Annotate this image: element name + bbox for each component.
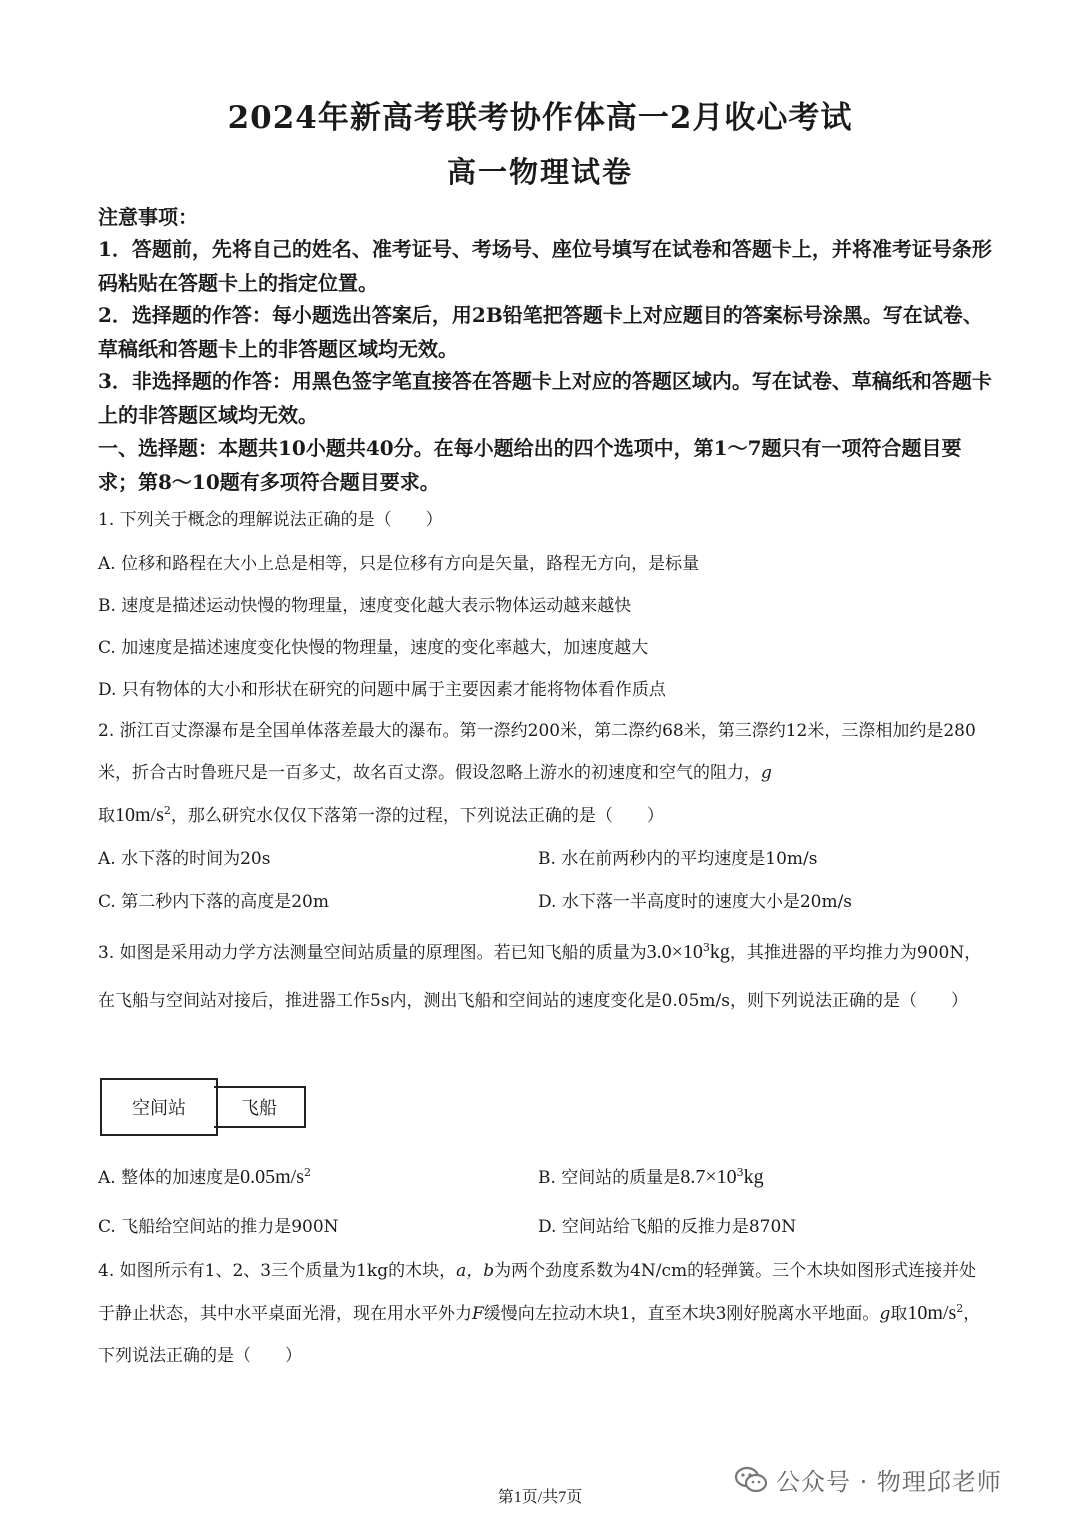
wechat-watermark [734, 1462, 1002, 1497]
q2-g-symbol: g [761, 763, 772, 783]
q3-option-b-unit: kg [743, 1166, 764, 1188]
q2-option-d: D. 水下落一半高度时的速度大小是20m/s [538, 892, 853, 912]
notice-item-1: 1．答题前，先将自己的姓名、准考证号、考场号、座位号填写在试卷和答题卡上，并将准考证号条形码粘贴在答题卡上的指定位置。 [98, 237, 992, 295]
q4-stem [98, 1250, 982, 1377]
notice-item-2: 2．选择题的作答：每小题选出答案后，用2B铅笔把答题卡上对应题目的答案标号涂黑。写在试卷、草稿纸和答题卡上的非答题区域均无效。 [98, 303, 983, 361]
q3-option-b-text: B. 空间站的质量是 [538, 1168, 681, 1188]
q3-stem-text: 3. 如图是采用动力学方法测量空间站质量的原理图。若已知飞船的质量为 [98, 943, 647, 963]
q2-stem-tail: ，那么研究水仅仅下落第一漈的过程，下列说法正确的是（ ） [170, 806, 664, 826]
q4-spring-symbols: a，b [456, 1261, 495, 1281]
q1-option-b: B. 速度是描述运动快慢的物理量，速度变化越大表示物体运动越来越快 [98, 596, 632, 616]
q3-stem-tail: ，其推进器的平均推力为900N，在飞船与空间站对接后，推进器工作5s内，测出飞船和空间站的速度变化是0.05m/s，则下列说法正确的是（ ） [98, 943, 982, 1011]
q2-option-b: B. 水在前两秒内的平均速度是10m/s [538, 849, 818, 869]
q4-g-symbol: g [879, 1304, 891, 1324]
q3-option-b-exponent: 3 [736, 1166, 744, 1179]
q2-g-exponent: 2 [163, 804, 171, 817]
q3-option-c: C. 飞船给空间站的推力是900N [98, 1217, 339, 1237]
q3-option-d: D. 空间站给飞船的反推力是870N [538, 1217, 797, 1237]
diagram-space-station-box [100, 1078, 218, 1136]
q1-stem: 1. 下列关于概念的理解说法正确的是（ ） [98, 510, 443, 530]
wechat-icon [734, 1465, 768, 1495]
q2-stem [98, 710, 982, 837]
q4-stem-text-3: 缓慢向左拉动木块1，直至木块3刚好脱离水平地面。 [483, 1304, 880, 1324]
q4-stem-take: 取 [890, 1304, 908, 1324]
q4-stem-text: 4. 如图所示有1、2、3三个质量为1kg的木块， [98, 1261, 457, 1281]
q3-ship-mass: 3.0×10 [646, 941, 703, 963]
q3-option-a-text: A. 整体的加速度是 [98, 1168, 241, 1188]
q3-option-a-exponent: 2 [304, 1166, 311, 1179]
q2-stem-take: 取 [98, 806, 115, 826]
q1-option-c: C. 加速度是描述速度变化快慢的物理量，速度的变化率越大，加速度越大 [98, 638, 649, 658]
q2-option-c: C. 第二秒内下落的高度是20m [98, 892, 329, 912]
q3-option-b [538, 1165, 764, 1190]
q1-option-d: D. 只有物体的大小和形状在研究的问题中属于主要因素才能将物体看作质点 [98, 680, 666, 700]
diagram-space-station-label: 空间站 [132, 1098, 186, 1119]
q2-stem-text: 2. 浙江百丈漈瀑布是全国单体落差最大的瀑布。第一漈约200米，第二漈约68米，第三漈约12米，三漈相加约是280米，折合古时鲁班尺是一百多丈，故名百丈漈。假设忽略上游水的初速度和空气的阻力， [98, 721, 976, 783]
section-heading: 一、选择题：本题共10小题共40分。在每小题给出的四个选项中，第1～7题只有一项符合题目要求；第8～10题有多项符合题目要求。 [98, 436, 962, 494]
q4-stem-tail: ，下列说法正确的是（ ） [98, 1304, 981, 1366]
notice-heading: 注意事项： [98, 205, 198, 229]
q3-mass-exponent: 3 [702, 941, 710, 954]
exam-subtitle: 高一物理试卷 [446, 155, 633, 189]
watermark-text: 公众号 · 物理邱老师 [776, 1468, 1002, 1496]
q4-force-symbol: F [472, 1304, 484, 1324]
q3-option-a-value: 0.05m/s [240, 1166, 304, 1188]
q4-g-value: 10m/s [907, 1302, 957, 1324]
q4-stem-text-2: 为两个劲度系数为4N/cm的轻弹簧。三个木块如图形式连接并处于静止状态，其中水平桌面光滑，现在用水平外力 [98, 1261, 977, 1324]
q3-option-a [98, 1165, 311, 1190]
page-number: 第1页/共7页 [497, 1489, 583, 1506]
notice-item-3: 3．非选择题的作答：用黑色签字笔直接答在答题卡上对应的答题区域内。写在试卷、草稿纸和答题卡上的非答题区域均无效。 [98, 369, 992, 427]
q3-stem [98, 928, 982, 1025]
exam-title: 2024年新高考联考协作体高一2月收心考试 [227, 100, 853, 136]
q4-g-exponent: 2 [956, 1302, 964, 1315]
q2-option-a: A. 水下落的时间为20s [98, 849, 271, 869]
q3-option-b-value: 8.7×10 [680, 1166, 737, 1188]
q3-mass-unit: kg [709, 941, 730, 963]
diagram-spaceship-label: 飞船 [241, 1098, 277, 1119]
q2-g-value: 10m/s [115, 804, 164, 826]
q1-option-a: A. 位移和路程在大小上总是相等，只是位移有方向是矢量，路程无方向，是标量 [98, 554, 700, 574]
diagram-spaceship-box [214, 1086, 306, 1128]
